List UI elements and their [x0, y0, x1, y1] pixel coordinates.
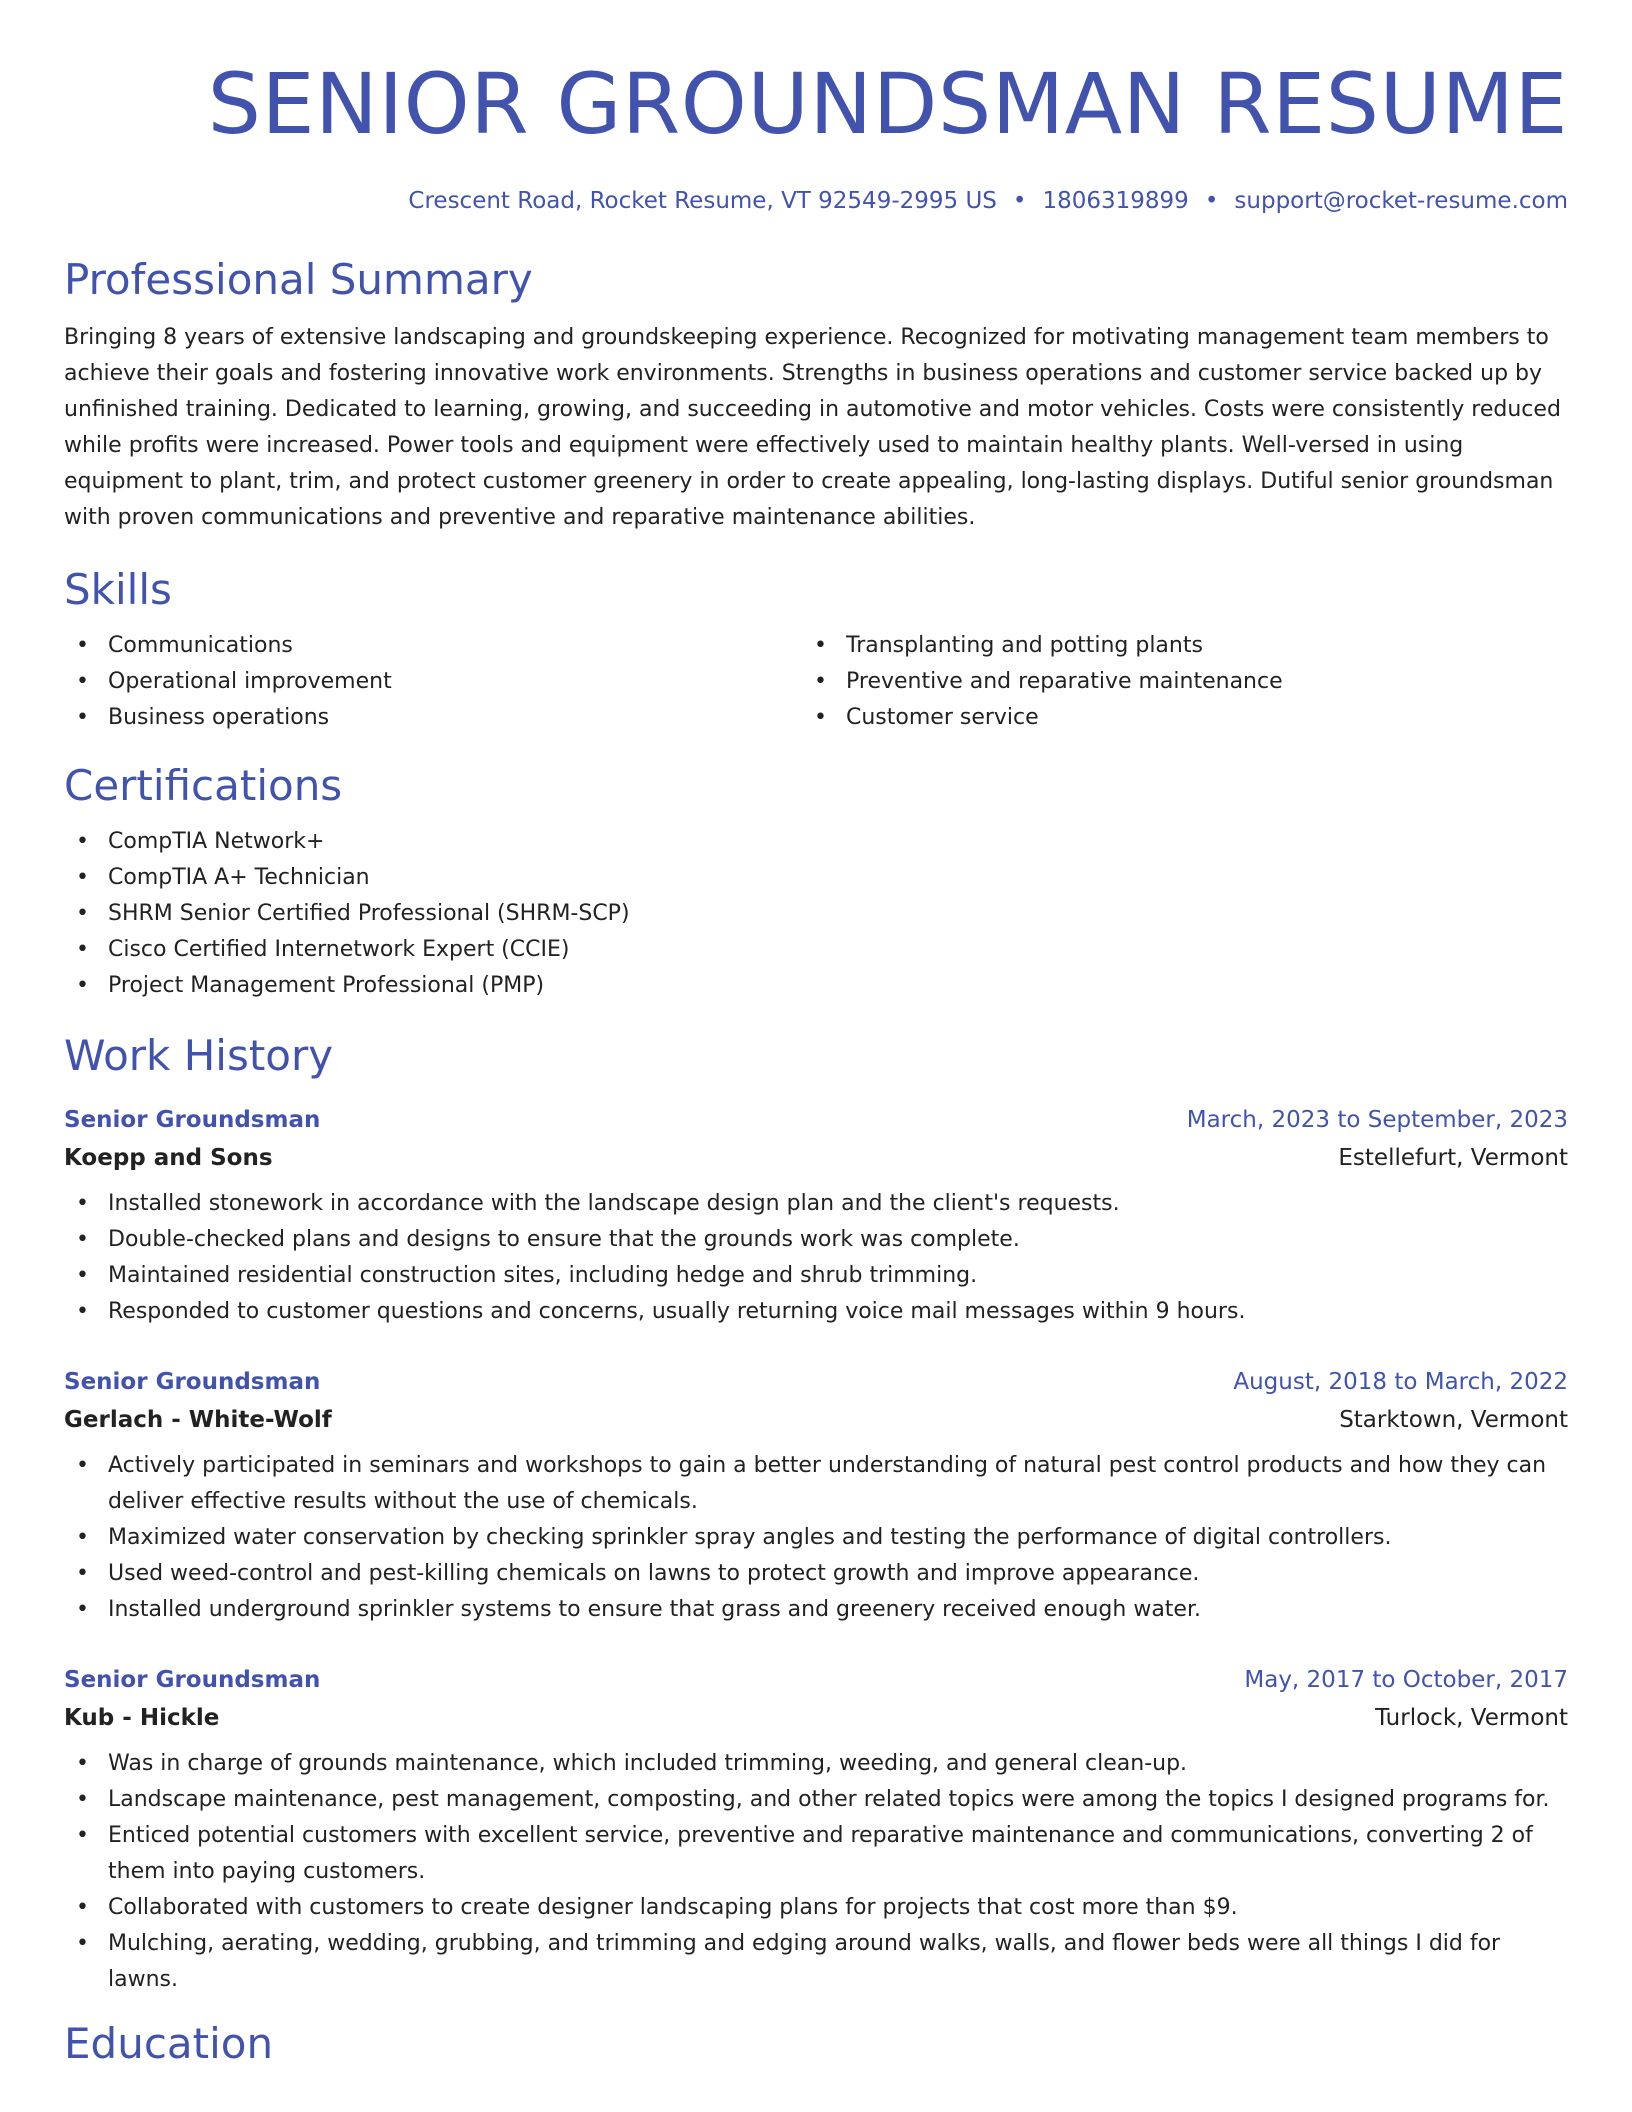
- job-header: [64, 1662, 1568, 1698]
- work-history-heading: Work History: [64, 1031, 334, 1080]
- job-duties: [64, 1186, 1568, 1330]
- resume-title: SENIOR GROUNDSMAN RESUME: [207, 55, 1568, 153]
- job-duty: • Installed stonework in accordance with the landscape design plan and the client's requests.: [64, 1186, 1568, 1222]
- certification-item: • CompTIA A+ Technician: [64, 860, 1568, 896]
- skills-heading: Skills: [64, 565, 172, 614]
- job-duty: • Responded to customer questions and concerns, usually returning voice mail messages within 9 hours.: [64, 1294, 1568, 1330]
- job-title: Senior Groundsman: [64, 1667, 321, 1693]
- job-dates: August, 2018 to March, 2022: [1233, 1369, 1568, 1395]
- job-title: Senior Groundsman: [64, 1107, 321, 1133]
- job-duty: • Actively participated in seminars and workshops to gain a better understanding of natural pest control products and how they can deliver effective results without the use of chemicals.: [64, 1448, 1568, 1520]
- job-duties: [64, 1746, 1568, 1998]
- contact-address: Crescent Road, Rocket Resume, VT 92549-2995 US: [408, 188, 997, 214]
- skills-list-right: [802, 628, 1540, 736]
- summary-text: Bringing 8 years of extensive landscaping and groundskeeping experience. Recognized for motivating management team members to achieve their goals and fostering innovative work environments. Strengths in business operations and customer service backed up by unfinished training. Dedicated to learning, growing, and succeeding in automotive and motor vehicles. Costs were consistently reduced while profits were increased. Power tools and equipment were effectively used to maintain healthy plants. Well-versed in using equipment to plant, trim, and protect customer greenery in order to create appealing, long-lasting displays. Dutiful senior groundsman with proven communications and preventive and reparative maintenance abilities.: [64, 325, 1561, 530]
- contact-separator: •: [1012, 188, 1027, 214]
- skills-column-right: [802, 628, 1540, 736]
- job-entry: [64, 1662, 1568, 1998]
- job-duties: [64, 1448, 1568, 1628]
- job-header: [64, 1364, 1568, 1400]
- job-employer: [64, 1138, 1568, 1178]
- job-duty: • Mulching, aerating, wedding, grubbing, and trimming and edging around walks, walls, and flower beds were all things I did for lawns.: [64, 1926, 1568, 1998]
- job-company: Koepp and Sons: [64, 1145, 273, 1171]
- skills-grid: [64, 628, 1568, 736]
- skill-item: • Preventive and reparative maintenance: [802, 664, 1540, 700]
- certification-item: • SHRM Senior Certified Professional (SHRM-SCP): [64, 896, 1568, 932]
- job-duty: • Collaborated with customers to create designer landscaping plans for projects that cost more than $9.: [64, 1890, 1568, 1926]
- job-company: Gerlach - White-Wolf: [64, 1407, 332, 1433]
- skill-item: • Customer service: [802, 700, 1540, 736]
- job-duty: • Used weed-control and pest-killing chemicals on lawns to protect growth and improve appearance.: [64, 1556, 1568, 1592]
- job-location: Starktown, Vermont: [1339, 1407, 1568, 1433]
- job-location: Estellefurt, Vermont: [1338, 1145, 1568, 1171]
- skills-column-left: [64, 628, 802, 736]
- job-duty: • Maintained residential construction sites, including hedge and shrub trimming.: [64, 1258, 1568, 1294]
- job-company: Kub - Hickle: [64, 1705, 220, 1731]
- job-entry: [64, 1364, 1568, 1628]
- job-duty: • Was in charge of grounds maintenance, which included trimming, weeding, and general clean-up.: [64, 1746, 1568, 1782]
- contact-phone: 1806319899: [1042, 188, 1189, 214]
- job-duty: • Double-checked plans and designs to ensure that the grounds work was complete.: [64, 1222, 1568, 1258]
- certifications-list: [64, 824, 1568, 1004]
- job-title: Senior Groundsman: [64, 1369, 321, 1395]
- contact-separator: •: [1204, 188, 1219, 214]
- certification-item: • Cisco Certified Internetwork Expert (CCIE): [64, 932, 1568, 968]
- job-header: [64, 1102, 1568, 1138]
- certifications-heading: Certifications: [64, 761, 343, 810]
- summary-heading: Professional Summary: [64, 255, 533, 304]
- skill-item: • Operational improvement: [64, 664, 802, 700]
- job-employer: [64, 1698, 1568, 1738]
- education-heading: Education: [64, 2019, 274, 2068]
- contact-email: support@rocket-resume.com: [1234, 188, 1568, 214]
- job-duty: • Installed underground sprinkler systems to ensure that grass and greenery received enough water.: [64, 1592, 1568, 1628]
- job-location: Turlock, Vermont: [1375, 1705, 1568, 1731]
- certification-item: • Project Management Professional (PMP): [64, 968, 1568, 1004]
- job-duty: • Landscape maintenance, pest management, composting, and other related topics were among the topics I designed programs for.: [64, 1782, 1568, 1818]
- job-entry: [64, 1102, 1568, 1330]
- job-duty: • Maximized water conservation by checking sprinkler spray angles and testing the performance of digital controllers.: [64, 1520, 1568, 1556]
- skill-item: • Communications: [64, 628, 802, 664]
- skill-item: • Transplanting and potting plants: [802, 628, 1540, 664]
- skill-item: • Business operations: [64, 700, 802, 736]
- job-employer: [64, 1400, 1568, 1440]
- job-dates: March, 2023 to September, 2023: [1186, 1107, 1568, 1133]
- job-duty: • Enticed potential customers with excellent service, preventive and reparative maintenance and communications, converting 2 of them into paying customers.: [64, 1818, 1568, 1890]
- contact-info: [64, 186, 1568, 216]
- job-dates: May, 2017 to October, 2017: [1244, 1667, 1568, 1693]
- certification-item: • CompTIA Network+: [64, 824, 1568, 860]
- skills-list-left: [64, 628, 802, 736]
